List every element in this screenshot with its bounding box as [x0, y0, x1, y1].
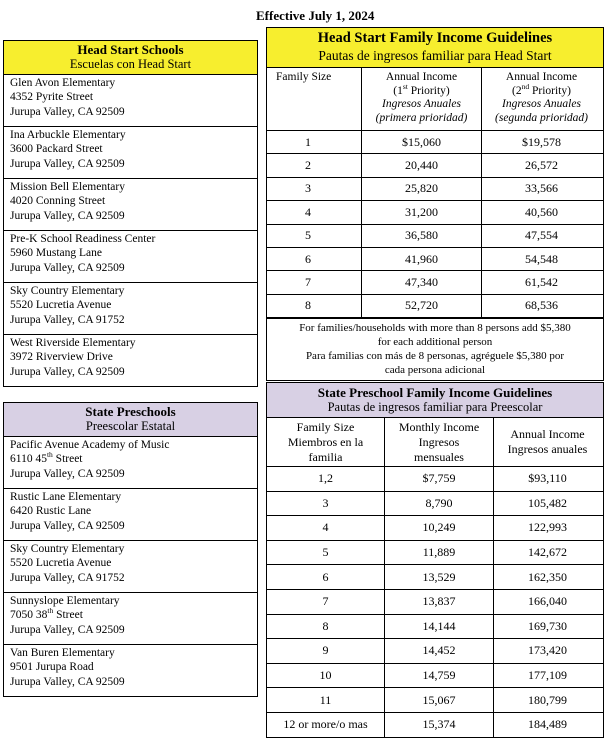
annual-income-cell: 177,109: [528, 668, 567, 683]
school-street: 4352 Pyrite Street: [10, 91, 94, 104]
monthly-income-cell: 13,837: [385, 590, 494, 614]
head-start-schools-header: [4, 41, 257, 75]
monthly-income-cell: 15,067: [385, 688, 494, 712]
family-size-cell: 10: [267, 664, 385, 688]
family-size-cell: 2: [267, 154, 362, 176]
school-street: [10, 504, 251, 518]
column-header-second-priority: Annual Income (2nd Priority) Ingresos Anuales (segunda prioridad): [495, 71, 588, 124]
table-row: [267, 713, 603, 737]
state-preschool-income-subtitle: Pautas de ingresos familiar para Preescolar: [327, 400, 543, 414]
table-row: [267, 467, 603, 492]
school-name: Van Buren Elementary: [10, 647, 115, 659]
first-priority-cell: 41,960: [362, 248, 482, 270]
monthly-income-cell: 13,529: [385, 565, 494, 589]
first-priority-cell: $15,060: [362, 131, 482, 153]
annual-income-cell: $93,110: [528, 471, 567, 486]
state-preschools-header: [4, 403, 257, 437]
table-row: [267, 201, 603, 224]
monthly-income-cell: 11,889: [385, 541, 494, 565]
head-start-schools-list: [3, 40, 258, 387]
state-preschool-income-title: State Preschool Family Income Guidelines: [317, 385, 553, 400]
annual-income-cell: 173,420: [528, 643, 567, 658]
annual-income-cell: 105,482: [528, 495, 567, 510]
school-name: Sky Country Elementary: [10, 543, 125, 555]
monthly-income-cell: 14,452: [385, 639, 494, 663]
table-row: [267, 295, 603, 318]
second-priority-cell: 54,548: [525, 251, 558, 266]
state-preschools-title: State Preschools: [85, 404, 176, 419]
table-row: [267, 492, 603, 517]
table-row: [267, 225, 603, 248]
table-row: [267, 516, 603, 541]
school-city: Jurupa Valley, CA 92509: [10, 467, 125, 480]
head-start-column-headers: [267, 68, 603, 131]
school-name: Pre-K School Readiness Center: [10, 233, 156, 245]
school-entry: [4, 127, 257, 179]
family-size-cell: 7: [267, 590, 385, 614]
street-rest: Street: [52, 453, 83, 466]
street-number: 5520 Lucretia Avenue: [10, 557, 112, 570]
table-row: [267, 271, 603, 294]
first-priority-cell: 20,440: [362, 154, 482, 176]
street-number: 7050 38: [10, 609, 48, 622]
monthly-income-cell: 14,759: [385, 664, 494, 688]
state-preschools-subtitle: Preescolar Estatal: [85, 419, 176, 433]
table-row: [267, 639, 603, 664]
table-row: [267, 664, 603, 689]
monthly-income-cell: 15,374: [385, 713, 494, 737]
school-city: Jurupa Valley, CA 92509: [10, 519, 125, 532]
state-preschools-list: [3, 402, 258, 697]
head-start-income-subtitle: Pautas de ingresos familiar para Head Start: [318, 48, 552, 63]
monthly-income-cell: $7,759: [385, 467, 494, 491]
annual-income-cell: 169,730: [528, 618, 567, 633]
column-header-family-size: Family Size: [267, 68, 362, 130]
table-row: [267, 590, 603, 615]
table-row: [267, 154, 603, 177]
ordinal-suffix: th: [46, 450, 53, 460]
school-entry: [4, 283, 257, 335]
school-street: [10, 660, 251, 674]
first-priority-cell: 47,340: [362, 271, 482, 293]
school-name: Glen Avon Elementary: [10, 77, 116, 89]
family-size-cell: 3: [267, 492, 385, 516]
family-size-cell: 7: [267, 271, 362, 293]
school-street: 3972 Riverview Drive: [10, 351, 113, 364]
table-row: [267, 541, 603, 566]
school-street: [10, 556, 251, 570]
annual-income-cell: 122,993: [528, 520, 567, 535]
street-number: 6110 45: [10, 453, 47, 466]
annual-income-cell: 162,350: [528, 569, 567, 584]
school-city: Jurupa Valley, CA 92509: [10, 157, 125, 170]
first-priority-cell: 31,200: [362, 201, 482, 223]
second-priority-cell: $19,578: [522, 134, 561, 149]
school-entry: [4, 75, 257, 127]
ordinal-suffix: th: [47, 606, 54, 616]
school-city: Jurupa Valley, CA 92509: [10, 675, 125, 688]
school-street: 5520 Lucretia Avenue: [10, 299, 112, 312]
second-priority-cell: 33,566: [525, 181, 558, 196]
school-city: Jurupa Valley, CA 92509: [10, 623, 125, 636]
table-row: [267, 565, 603, 590]
first-priority-cell: 36,580: [362, 225, 482, 247]
family-size-cell: 6: [267, 565, 385, 589]
table-row: [267, 615, 603, 640]
school-city: Jurupa Valley, CA 91752: [10, 313, 125, 326]
family-size-cell: 11: [267, 688, 385, 712]
column-header-annual-income: Annual Income Ingresos anuales: [507, 427, 588, 456]
school-name: Rustic Lane Elementary: [10, 491, 122, 503]
table-row: [267, 178, 603, 201]
school-entry: [4, 541, 257, 593]
column-header-monthly-income: Monthly Income Ingresos mensuales: [385, 418, 494, 466]
column-header-first-priority: Annual Income (1st Priority) Ingresos Anuales (primera prioridad): [362, 68, 482, 130]
family-size-cell: 5: [267, 225, 362, 247]
school-entry: [4, 593, 257, 645]
family-size-cell: 4: [267, 516, 385, 540]
monthly-income-cell: 14,144: [385, 615, 494, 639]
head-start-income-title: Head Start Family Income Guidelines: [317, 30, 553, 46]
table-row: [267, 131, 603, 154]
state-preschool-column-headers: [267, 418, 603, 467]
first-priority-cell: 52,720: [362, 295, 482, 317]
family-size-cell: 5: [267, 541, 385, 565]
school-city: Jurupa Valley, CA 92509: [10, 209, 125, 222]
family-size-cell: 8: [267, 295, 362, 317]
second-priority-cell: 61,542: [525, 275, 558, 290]
school-entry: [4, 645, 257, 697]
school-name: Sky Country Elementary: [10, 285, 125, 297]
school-entry: [4, 231, 257, 283]
second-priority-cell: 68,536: [525, 298, 558, 313]
first-priority-cell: 25,820: [362, 178, 482, 200]
family-size-cell: 1: [267, 131, 362, 153]
family-size-cell: 3: [267, 178, 362, 200]
school-street: 3600 Packard Street: [10, 143, 103, 156]
school-entry: [4, 335, 257, 387]
effective-date: Effective July 1, 2024: [256, 8, 375, 23]
street-number: 6420 Rustic Lane: [10, 505, 92, 518]
annual-income-cell: 142,672: [528, 545, 567, 560]
head-start-income-header: [267, 28, 603, 68]
second-priority-cell: 40,560: [525, 204, 558, 219]
school-name: West Riverside Elementary: [10, 337, 136, 349]
street-rest: Street: [53, 609, 83, 622]
family-size-cell: 8: [267, 615, 385, 639]
head-start-schools-title: Head Start Schools: [77, 42, 184, 57]
school-city: Jurupa Valley, CA 92509: [10, 105, 125, 118]
school-entry: [4, 489, 257, 541]
school-city: Jurupa Valley, CA 92509: [10, 261, 125, 274]
school-street: [10, 452, 251, 466]
street-number: 9501 Jurupa Road: [10, 661, 94, 674]
family-size-cell: 9: [267, 639, 385, 663]
school-name: Mission Bell Elementary: [10, 181, 125, 193]
school-street: 5960 Mustang Lane: [10, 247, 102, 260]
monthly-income-cell: 8,790: [385, 492, 494, 516]
annual-income-cell: 166,040: [528, 594, 567, 609]
school-street: [10, 608, 251, 622]
school-entry: [4, 179, 257, 231]
monthly-income-cell: 10,249: [385, 516, 494, 540]
school-name: Ina Arbuckle Elementary: [10, 129, 126, 141]
family-size-cell: 12 or more/o mas: [267, 713, 385, 737]
state-preschool-income-table: [266, 382, 604, 738]
school-city: Jurupa Valley, CA 91752: [10, 571, 125, 584]
school-street: 4020 Conning Street: [10, 195, 106, 208]
table-row: [267, 248, 603, 271]
school-name: Sunnyslope Elementary: [10, 595, 120, 607]
head-start-schools-subtitle: Escuelas con Head Start: [69, 57, 192, 71]
family-size-cell: 6: [267, 248, 362, 270]
additional-person-note: For families/households with more than 8 persons add $5,380 for each additional person Para familias con más de 8 personas, agréguele $5,380 por cada persona adicional: [267, 318, 603, 380]
family-size-cell: 1,2: [267, 467, 385, 491]
school-name: Pacific Avenue Academy of Music: [10, 439, 170, 451]
second-priority-cell: 26,572: [525, 158, 558, 173]
column-header-family-size: Family Size Miembros en la familia: [267, 418, 385, 466]
annual-income-cell: 180,799: [528, 692, 567, 707]
school-city: Jurupa Valley, CA 92509: [10, 365, 125, 378]
second-priority-cell: 47,554: [525, 228, 558, 243]
family-size-cell: 4: [267, 201, 362, 223]
table-row: [267, 688, 603, 713]
head-start-income-table: [266, 27, 604, 381]
school-entry: [4, 437, 257, 489]
annual-income-cell: 184,489: [528, 717, 567, 732]
state-preschool-income-header: [267, 383, 603, 418]
